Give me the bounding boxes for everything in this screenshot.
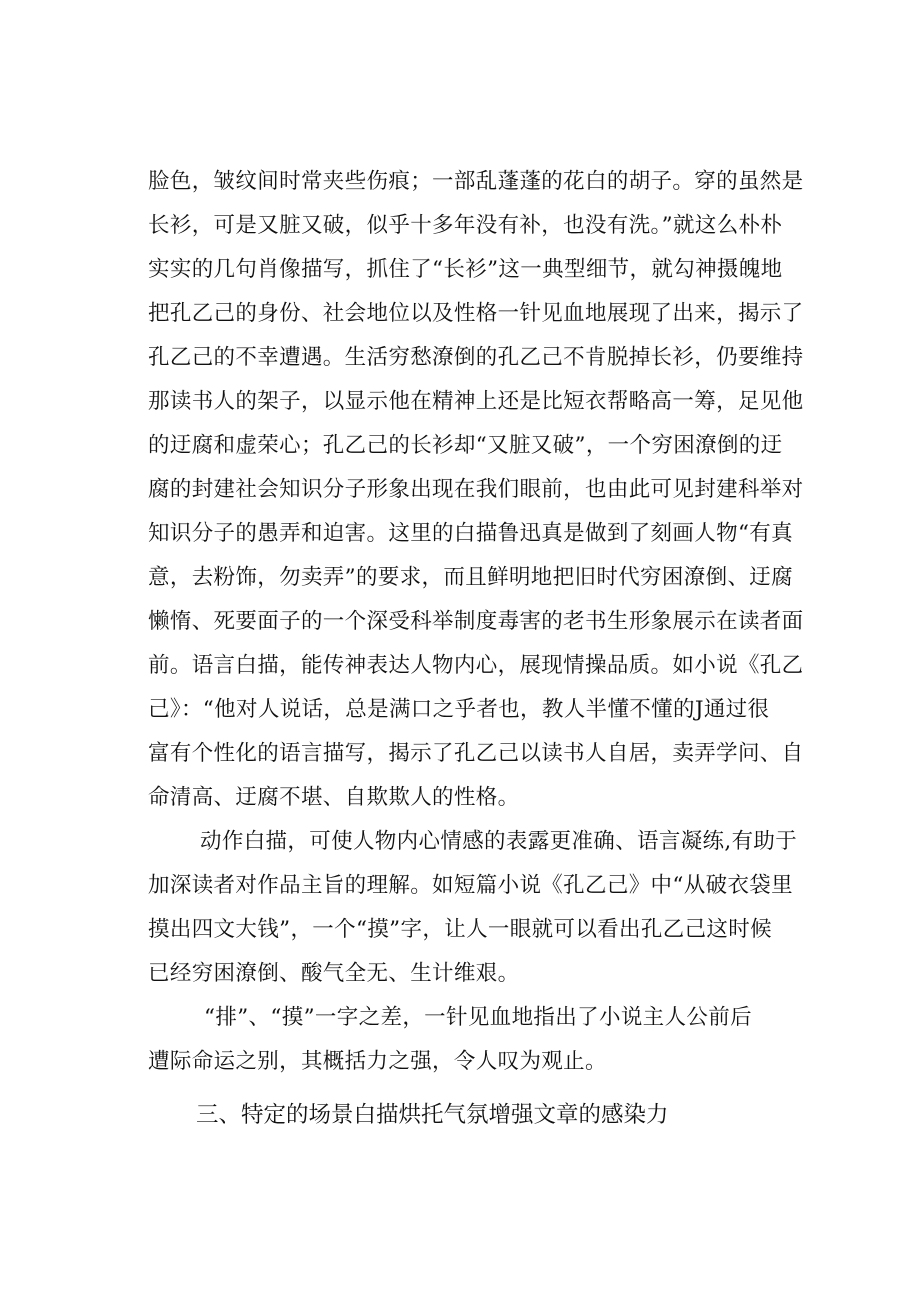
paragraph-1-line-10: 意，去粉饰，勿卖弄”的要求，而且鲜明地把旧时代穷困潦倒、迂腐 — [148, 565, 793, 590]
paragraph-2-line-1: 动作白描，可使人物内心情感的表露更准确、语言凝练,有助于 — [200, 829, 798, 854]
paragraph-1-line-1: 脸色，皱纹间时常夹些伤痕；一部乱蓬蓬的花白的胡子。穿的虽然是 — [148, 169, 804, 194]
paragraph-1-line-7: 的迂腐和虚荣心；孔乙己的长衫却“又脏又破”，一个穷困潦倒的迂 — [148, 433, 783, 458]
paragraph-1-line-3: 实实的几句肖像描写，抓住了“长衫”这一典型细节，就勾神摄魄地 — [148, 257, 783, 282]
paragraph-1-line-8: 腐的封建社会知识分子形象出现在我们眼前，也由此可见封建科举对 — [148, 477, 804, 502]
paragraph-1-line-11: 懒惰、死要面子的一个深受科举制度毒害的老书生形象展示在读者面 — [148, 609, 804, 634]
paragraph-1-line-13: 己》：“他对人说话，总是满口之乎者也，教人半懂不懂的J通过很 — [148, 697, 770, 722]
paragraph-2-line-2: 加深读者对作品主旨的理解。如短篇小说《孔乙己》中“从破衣袋里 — [148, 873, 793, 898]
paragraph-1-line-15: 命清高、迂腐不堪、自欺欺人的性格。 — [148, 785, 520, 810]
paragraph-1-line-4: 把孔乙己的身份、社会地位以及性格一针见血地展现了出来，揭示了 — [148, 301, 804, 326]
paragraph-1-line-12: 前。语言白描，能传神表达人物内心，展现情操品质。如小说《孔乙 — [148, 653, 804, 678]
paragraph-1-line-2: 长衫，可是又脏又破，似乎十多年没有补，也没有洗。”就这么朴朴 — [148, 213, 783, 238]
paragraph-1-line-6: 那读书人的架子，以显示他在精神上还是比短衣帮略高一筹，足见他 — [148, 389, 804, 414]
section-heading: 三、特定的场景白描烘托气氛增强文章的感染力 — [196, 1102, 669, 1128]
paragraph-1-line-9: 知识分子的愚弄和迫害。这里的白描鲁迅真是做到了刻画人物“有真 — [148, 521, 793, 546]
paragraph-1-line-5: 孔乙己的不幸遭遇。生活穷愁潦倒的孔乙己不肯脱掉长衫，仍要维持 — [148, 345, 804, 370]
paragraph-3-line-1: “排”、“摸”一字之差，一针见血地指出了小说主人公前后 — [204, 1005, 752, 1030]
paragraph-1-line-14: 富有个性化的语言描写，揭示了孔乙己以读书人自居，卖弄学问、自 — [148, 741, 804, 766]
paragraph-3-line-2: 遭际命运之别，其概括力之强，令人叹为观止。 — [148, 1049, 607, 1074]
paragraph-2-line-4: 已经穷困潦倒、酸气全无、生计维艰。 — [148, 961, 520, 986]
paragraph-2-line-3: 摸出四文大钱”，一个“摸”字，让人一眼就可以看出孔乙己这时候 — [148, 917, 772, 942]
